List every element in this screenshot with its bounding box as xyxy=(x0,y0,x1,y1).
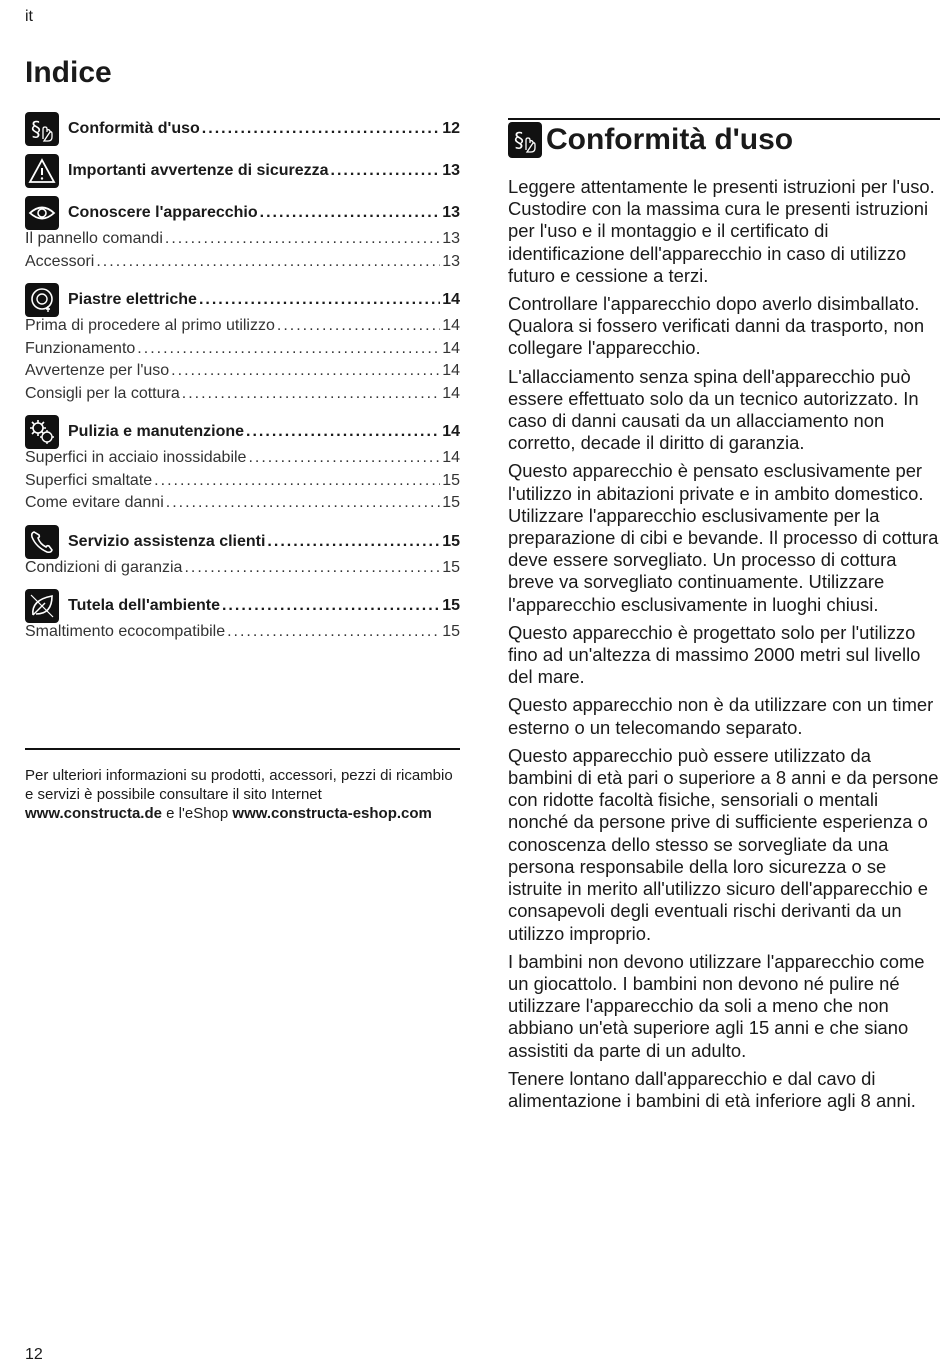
toc-leader-dots xyxy=(331,162,441,180)
toc-section-entry[interactable] xyxy=(25,154,460,188)
website-link[interactable]: www.constructa.de xyxy=(25,805,162,822)
leaf-icon xyxy=(25,589,59,623)
toc-subentry[interactable] xyxy=(25,253,460,276)
toc-leader-dots xyxy=(202,120,440,138)
toc-leader-dots xyxy=(184,559,440,577)
svg-text:§: § xyxy=(514,128,524,152)
toc-page-number: 14 xyxy=(442,384,460,402)
gear-cleaning-icon xyxy=(25,415,59,449)
section-title: Conformità d'uso xyxy=(546,123,794,156)
toc-subentry[interactable] xyxy=(25,472,460,495)
body-paragraph: I bambini non devono utilizzare l'apparecchio come un giocattolo. I bambini non devono né pulire né utilizzare l'apparecchio da soli a meno che non abbiano un'età superiore agli 15 anni e che siano assistiti da parte di un adulto. xyxy=(508,950,925,1061)
phone-icon xyxy=(25,525,59,559)
toc-page-number: 14 xyxy=(442,339,460,357)
eshop-link[interactable]: www.constructa-eshop.com xyxy=(232,805,432,822)
toc-page-number: 15 xyxy=(442,597,460,614)
toc-leader-dots xyxy=(227,623,440,641)
warning-triangle-icon xyxy=(25,154,59,188)
toc-page-number: 12 xyxy=(442,120,460,137)
section-conformita xyxy=(508,118,940,1118)
toc-leader-dots xyxy=(267,533,440,551)
toc-page-number: 14 xyxy=(442,449,460,466)
toc-leader-dots xyxy=(277,317,440,335)
toc-subentry[interactable] xyxy=(25,230,460,253)
paragraph-hand-icon xyxy=(25,112,59,146)
toc-section-entry[interactable] xyxy=(25,589,460,623)
body-paragraph: Questo apparecchio è pensato esclusivamente per l'utilizzo in abitazioni private e in ambito domestico. Utilizzare l'apparecchio esclusivamente per la preparazione di cibi e bevande. Il processo di cottura deve essere sorvegliato. Un processo di cottura breve va sorvegliato continuamente. Utilizzare l'apparecchio esclusivamente in luoghi chiusi. xyxy=(508,460,939,615)
body-paragraph: Questo apparecchio può essere utilizzato da bambini di età pari o superiore a 8 anni e da persone con ridotte facoltà fisiche, sensoriali o mentali nonché da persone prive di sufficiente esperienza o conoscenza dello stesso se sorvegliate da una persona responsabile della loro sicurezza o se istruite in merito all'utilizzo sicuro dell'apparecchio e consapevoli degli eventuali rischi derivanti da un utilizzo improprio. xyxy=(508,744,939,944)
toc-page-number: 14 xyxy=(442,362,460,379)
note-text-2: e l'eShop xyxy=(161,805,233,822)
toc-label: Avvertenze per l'uso xyxy=(25,362,170,379)
toc-page-number: 15 xyxy=(442,558,460,576)
toc-subentry[interactable] xyxy=(25,362,460,385)
toc-label: Superfici in acciaio inossidabile xyxy=(25,449,247,466)
toc-label: Il pannello comandi xyxy=(25,230,163,247)
toc-leader-dots xyxy=(96,253,440,271)
toc-page-number: 15 xyxy=(442,623,460,640)
toc-subentry[interactable] xyxy=(25,385,460,408)
toc-page-number: 13 xyxy=(442,204,460,221)
toc-page-number: 14 xyxy=(442,317,460,334)
toc-page-number: 15 xyxy=(442,494,460,511)
page-title: Indice xyxy=(25,56,112,89)
toc-subentry[interactable] xyxy=(25,317,460,340)
toc-leader-dots xyxy=(260,204,441,222)
toc-subentry[interactable] xyxy=(25,340,460,363)
body-paragraph: Questo apparecchio è progettato solo per l'utilizzo fino ad un'altezza di massimo 2000 metri sul livello del mare. xyxy=(508,621,921,688)
toc-section-entry[interactable] xyxy=(25,112,460,146)
toc-section-entry[interactable] xyxy=(25,525,460,559)
toc-page-number: 13 xyxy=(442,162,460,179)
toc-subentry[interactable] xyxy=(25,623,460,646)
toc-label: Conoscere l'apparecchio xyxy=(68,204,258,221)
toc-subentry[interactable] xyxy=(25,559,460,582)
toc-label: Superfici smaltate xyxy=(25,471,153,489)
toc-label: Come evitare danni xyxy=(25,494,164,511)
toc-section-entry[interactable] xyxy=(25,415,460,449)
page-number: 12 xyxy=(25,1346,43,1363)
toc-label: Condizioni di garanzia xyxy=(25,558,183,576)
toc-page-number: 14 xyxy=(442,291,460,308)
toc-label: Importanti avvertenze di sicurezza xyxy=(68,162,329,179)
toc-leader-dots xyxy=(182,385,440,403)
language-label: it xyxy=(25,8,33,25)
toc-label: Tutela dell'ambiente xyxy=(68,597,220,614)
paragraph-hand-icon xyxy=(508,122,542,158)
note-text: Per ulteriori informazioni su prodotti, accessori, pezzi di ricambio e servizi è possibile consultare il sito Internet xyxy=(25,767,453,803)
toc-label: Smaltimento ecocompatibile xyxy=(25,623,226,640)
toc-subentry[interactable] xyxy=(25,449,460,472)
eye-icon xyxy=(25,196,59,230)
body-paragraph: L'allacciamento senza spina dell'apparecchio può essere effettuato solo da un tecnico autorizzato. In caso di danni causati da un allacciamento non corretto, decade il diritto di garanzia. xyxy=(508,365,919,454)
toc-page-number: 15 xyxy=(442,532,460,550)
toc-page-number: 13 xyxy=(442,230,460,247)
toc-label: Prima di procedere al primo utilizzo xyxy=(25,317,275,334)
body-paragraph: Questo apparecchio non è da utilizzare con un timer esterno o un telecomando separato. xyxy=(508,694,934,738)
info-note xyxy=(25,748,460,823)
toc-section-entry[interactable] xyxy=(25,283,460,317)
toc-leader-dots xyxy=(137,340,440,358)
section-header xyxy=(508,118,940,158)
toc-label: Accessori xyxy=(25,252,95,270)
toc-label: Consigli per la cottura xyxy=(25,384,180,402)
body-paragraph: Controllare l'apparecchio dopo averlo disimballato. Qualora si fossero verificati danni da trasporto, non collegare l'apparecchio. xyxy=(508,293,925,359)
toc-leader-dots xyxy=(199,291,440,309)
toc-leader-dots xyxy=(222,597,440,615)
toc-leader-dots xyxy=(246,423,440,441)
toc-label: Conformità d'uso xyxy=(68,120,200,137)
body-paragraph: Leggere attentamente le presenti istruzioni per l'uso. Custodire con la massima cura le presenti istruzioni per l'uso e il montaggio e il certificato di identificazione dell'apparecchio in caso di utilizzo futuro e cessione a terzi. xyxy=(508,176,935,286)
toc-page-number: 13 xyxy=(442,252,460,270)
toc-leader-dots xyxy=(154,472,440,490)
toc-section-entry[interactable] xyxy=(25,196,460,230)
toc-label: Piastre elettriche xyxy=(68,291,197,308)
toc-label: Funzionamento xyxy=(25,339,136,357)
toc-label: Servizio assistenza clienti xyxy=(68,532,266,550)
hotplate-icon xyxy=(25,283,59,317)
toc-page-number: 14 xyxy=(442,423,460,440)
toc-label: Pulizia e manutenzione xyxy=(68,423,245,440)
toc-page-number: 15 xyxy=(442,471,460,489)
svg-text:§: § xyxy=(31,117,41,141)
toc-subentry[interactable] xyxy=(25,494,460,517)
toc-leader-dots xyxy=(165,230,440,248)
toc-leader-dots xyxy=(248,449,440,467)
section-body xyxy=(508,176,940,1112)
toc-leader-dots xyxy=(166,494,440,512)
table-of-contents xyxy=(25,112,460,646)
body-paragraph: Tenere lontano dall'apparecchio e dal cavo di alimentazione i bambini di età inferiore agli 8 anni. xyxy=(508,1067,916,1111)
toc-leader-dots xyxy=(171,362,440,380)
